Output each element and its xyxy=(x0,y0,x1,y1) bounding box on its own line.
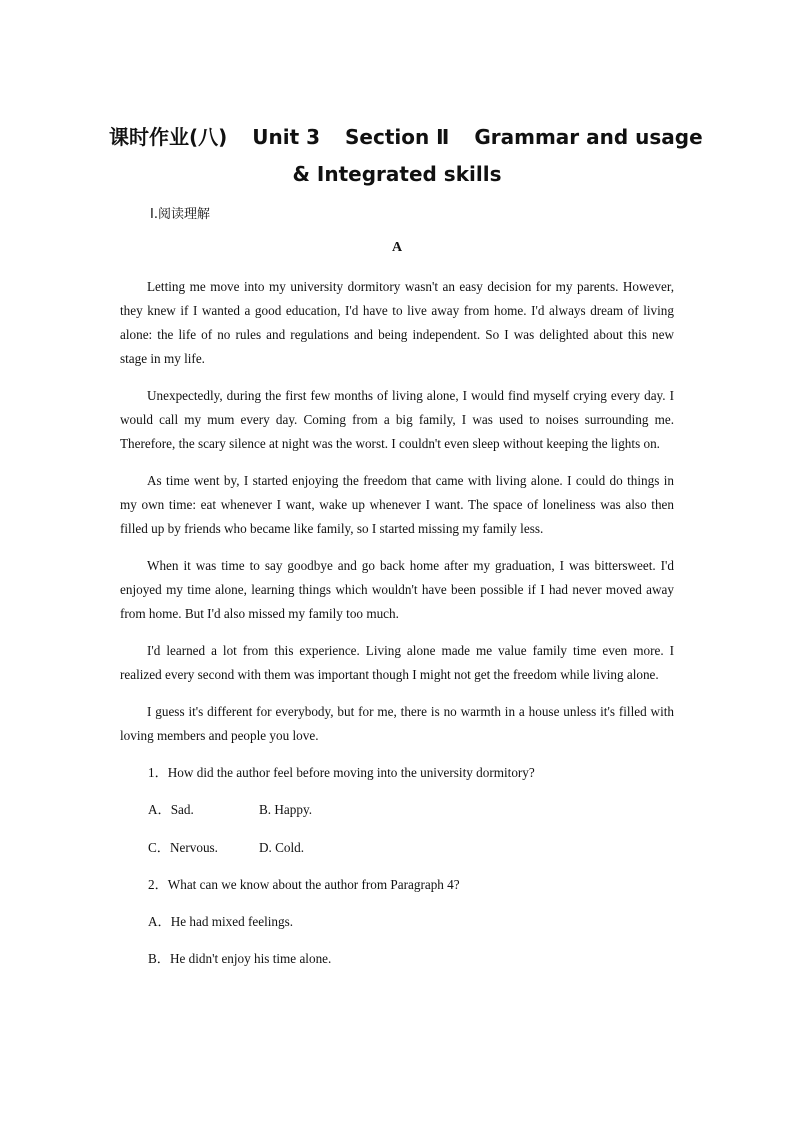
title-unit: Unit 3 xyxy=(252,125,321,149)
title-lesson-number: 课时作业(八) xyxy=(109,125,228,149)
paragraph-4: When it was time to say goodbye and go back home after my graduation, I was bittersweet. I'd enjoyed my time alone, learning things which wouldn't have been possible if I had never moved away from home. But I'd also missed my family too much. xyxy=(120,558,674,621)
paragraph-3: As time went by, I started enjoying the freedom that came with living alone. I could do things in my own time: eat whenever I want, wake up whenever I want. The space of loneliness was also then filled up by friends who became like family, so I started missing my family less. xyxy=(120,473,674,536)
question-1-option-d: D. Cold. xyxy=(259,839,305,855)
question-1-options-row-1 xyxy=(120,798,674,835)
passage-label: A xyxy=(391,240,403,255)
section-heading: Ⅰ.阅读理解 xyxy=(150,207,210,222)
question-2-option-b: B．He didn't enjoy his time alone. xyxy=(148,951,332,967)
question-1-options-row-2 xyxy=(120,836,674,873)
question-1-option-c: C．Nervous. xyxy=(148,839,218,855)
paragraph-5: I'd learned a lot from this experience. Living alone made me value family time even more. I realized every second with them was important though I might not get the freedom while living alone. xyxy=(120,643,674,682)
question-2-stem: 2．What can we know about the author from Paragraph 4? xyxy=(148,876,460,892)
paragraph-6: I guess it's different for everybody, but for me, there is no warmth in a house unless it's filled with loving members and people you love. xyxy=(120,704,674,743)
paragraph-2: Unexpectedly, during the first few months of living alone, I would find myself crying every day. I would call my mum every day. Coming from a big family, I was used to noises surrounding me. Therefore, the scary silence at night was the worst. I couldn't even sleep without keeping the lights on. xyxy=(120,388,674,451)
title-topic: Grammar and usage xyxy=(474,125,703,149)
question-2-option-a: A．He had mixed feelings. xyxy=(148,914,294,930)
question-1-option-b: B. Happy. xyxy=(259,802,312,818)
document-title-line-1 xyxy=(100,121,703,150)
document-title-line-2: & Integrated skills xyxy=(292,162,502,186)
title-section: Section Ⅱ xyxy=(345,125,450,149)
question-1-stem: 1．How did the author feel before moving into the university dormitory? xyxy=(148,765,535,780)
question-1-option-a: A．Sad. xyxy=(148,802,194,818)
passage-body xyxy=(120,275,674,985)
paragraph-1: Letting me move into my university dormitory wasn't an easy decision for my parents. However, they knew if I wanted a good education, I'd have to live away from home. I'd always dream of living alone: the life of no rules and regulations and being independent. So I was delighted about this new stage in my life. xyxy=(120,279,674,366)
